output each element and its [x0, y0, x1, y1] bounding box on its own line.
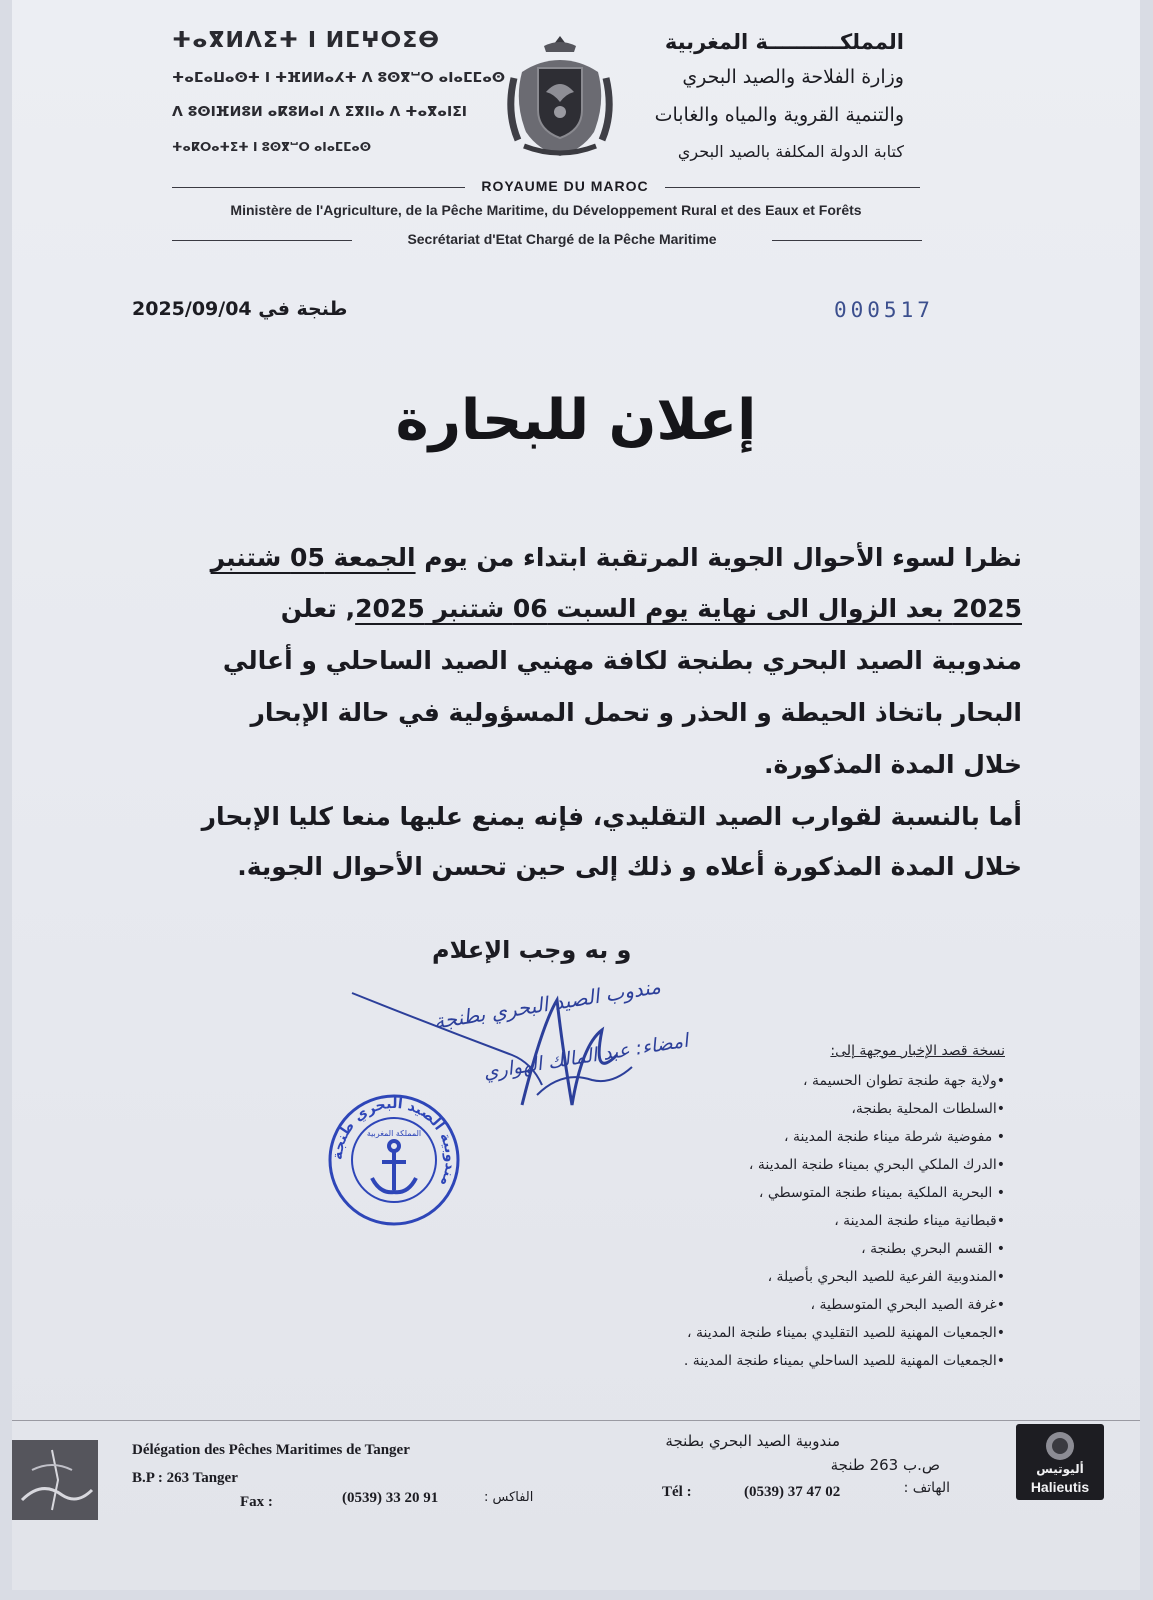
divider	[665, 187, 920, 188]
ministry-label: Ministère de l'Agriculture, de la Pêche Maritime, du Développement Rural et des Eaux et Forêts	[230, 202, 862, 218]
halieutis-logo	[1016, 1424, 1104, 1500]
footer-divider	[12, 1420, 1140, 1421]
body-line-3: مندوبية الصيد البحري بطنجة لكافة مهنيي الصيد الساحلي و أعالي	[222, 646, 1022, 675]
stamp-ring-text: مندوبية الصيد البحري طنجة	[329, 1095, 459, 1189]
body-line-2-text: , تعلن	[280, 594, 356, 623]
place-date: طنجة في 2025/09/04	[132, 298, 348, 320]
period-underlined: 2025 بعد الزوال الى نهاية يوم السبت 06 شتنبر 2025	[355, 594, 1022, 623]
tifinagh-line-3: ⴷ ⵓⵙⵏⴼⵍⵓⵍ ⴰⴽⵓⵍⴰⵏ ⴷ ⵉⴳⵏⵏⴰ ⴷ ⵜⴰⴳⴰⵏⵉⵏ	[172, 104, 467, 120]
closing-phrase: و به وجب الإعلام	[432, 936, 632, 964]
halieutis-logo-ar: أليوتيس	[1036, 1462, 1084, 1476]
reference-number: 000517	[834, 298, 934, 322]
arabic-secretariat: كتابة الدولة المكلفة بالصيد البحري	[677, 142, 904, 161]
distribution-item: • البحرية الملكية بميناء طنجة المتوسطي ،	[758, 1185, 1005, 1201]
kingdom-label: ROYAUME DU MAROC	[481, 178, 649, 194]
footer-delegation-name: Délégation des Pêches Maritimes de Tanger	[132, 1442, 410, 1458]
distribution-item: • مفوضية شرطة ميناء طنجة المدينة ،	[784, 1129, 1005, 1145]
footer-fax-label: Fax :	[240, 1494, 273, 1510]
secretariat-label: Secrétariat d'Etat Chargé de la Pêche Maritime	[407, 231, 717, 247]
arabic-ministry-line-1: وزارة الفلاحة والصيد البحري	[682, 66, 904, 88]
divider	[172, 240, 352, 241]
distribution-item: •الجمعيات المهنية للصيد الساحلي بميناء طنجة المدينة .	[683, 1353, 1005, 1369]
signature-name: امضاء: عبد المالك الهواري	[482, 1029, 690, 1084]
stamp-inner-text: المملكة المغربية	[366, 1129, 422, 1138]
distribution-item: •السلطات المحلية بطنجة،	[851, 1101, 1005, 1117]
distribution-item: •ولاية جهة طنجة تطوان الحسيمة ،	[803, 1073, 1005, 1089]
footer-tel-label: Tél :	[662, 1484, 692, 1500]
notice-title: إعلان للبحارة	[395, 388, 757, 453]
tifinagh-line-2: ⵜⴰⵎⴰⵡⴰⵙⵜ ⵏ ⵜⴼⵍⵍⴰⵃⵜ ⴷ ⵓⵙⴳⵯⵔ ⴰⵏⴰⵎⵎⴰⵙ	[172, 70, 506, 86]
divider	[772, 240, 922, 241]
distribution-heading: نسخة قصد الإخبار موجهة إلى:	[830, 1043, 1005, 1059]
body-line-2	[281, 594, 1022, 623]
distribution-item: •غرفة الصيد البحري المتوسطية ،	[810, 1297, 1005, 1313]
coat-of-arms-emblem	[504, 32, 616, 162]
delegation-logo	[12, 1440, 98, 1520]
divider	[172, 187, 465, 188]
body-line-6: أما بالنسبة لقوارب الصيد التقليدي، فإنه يمنع عليها منعا كليا الإبحار	[201, 802, 1022, 831]
footer-arabic-bp: ص.ب 263 طنجة	[830, 1456, 940, 1474]
distribution-item: •الدرك الملكي البحري بميناء طنجة المدينة ،	[748, 1157, 1005, 1173]
official-stamp	[324, 1090, 464, 1230]
signature-title: مندوب الصيد البحري بطنجة	[432, 974, 663, 1034]
footer-tel-label-ar: الهاتف :	[903, 1480, 950, 1496]
body-line-4: البحار باتخاذ الحيطة و الحذر و تحمل المسؤولية في حالة الإبحار	[250, 698, 1022, 727]
arabic-ministry-line-2: والتنمية القروية والمياه والغابات	[654, 104, 904, 126]
document-page	[12, 0, 1140, 1590]
body-line-7: خلال المدة المذكورة أعلاه و ذلك إلى حين تحسن الأحوال الجوية.	[237, 852, 1022, 881]
friday-date-underlined: الجمعة 05 شتنبر	[210, 543, 416, 572]
halieutis-emblem-icon	[1016, 1426, 1104, 1466]
distribution-item: •المندوبية الفرعية للصيد البحري بأصيلة ،	[767, 1269, 1005, 1285]
footer-tel-number: (0539) 37 47 02	[744, 1484, 841, 1500]
footer-fax-label-ar: الفاكس :	[484, 1490, 534, 1505]
distribution-item: • القسم البحري بطنجة ،	[861, 1241, 1005, 1257]
body-line-5: خلال المدة المذكورة.	[763, 750, 1022, 779]
tifinagh-line-4: ⵜⴰⴽⵔⴰⵜⵉⵜ ⵏ ⵓⵙⴳⵯⵔ ⴰⵏⴰⵎⵎⴰⵙ	[172, 140, 371, 154]
distribution-item: •الجمعيات المهنية للصيد التقليدي بميناء طنجة المدينة ،	[687, 1325, 1005, 1341]
halieutis-logo-en: Halieutis	[1030, 1479, 1090, 1495]
anchor-icon	[372, 1141, 416, 1192]
body-line-1-text: نظرا لسوء الأحوال الجوية المرتقبة ابتداء من يوم	[415, 543, 1022, 572]
arabic-kingdom: المملكــــــــــة المغربية	[664, 30, 904, 54]
tifinagh-line-1: ⵜⴰⴳⵍⴷⵉⵜ ⵏ ⵍⵎⵖⵔⵉⴱ	[172, 28, 441, 53]
footer-fax-number: (0539) 33 20 91	[342, 1490, 439, 1506]
distribution-item: •قبطانية ميناء طنجة المدينة ،	[834, 1213, 1005, 1229]
body-line-1	[211, 543, 1022, 572]
footer-bp: B.P : 263 Tanger	[132, 1470, 238, 1486]
footer-arabic-name: مندوبية الصيد البحري بطنجة	[665, 1432, 840, 1450]
